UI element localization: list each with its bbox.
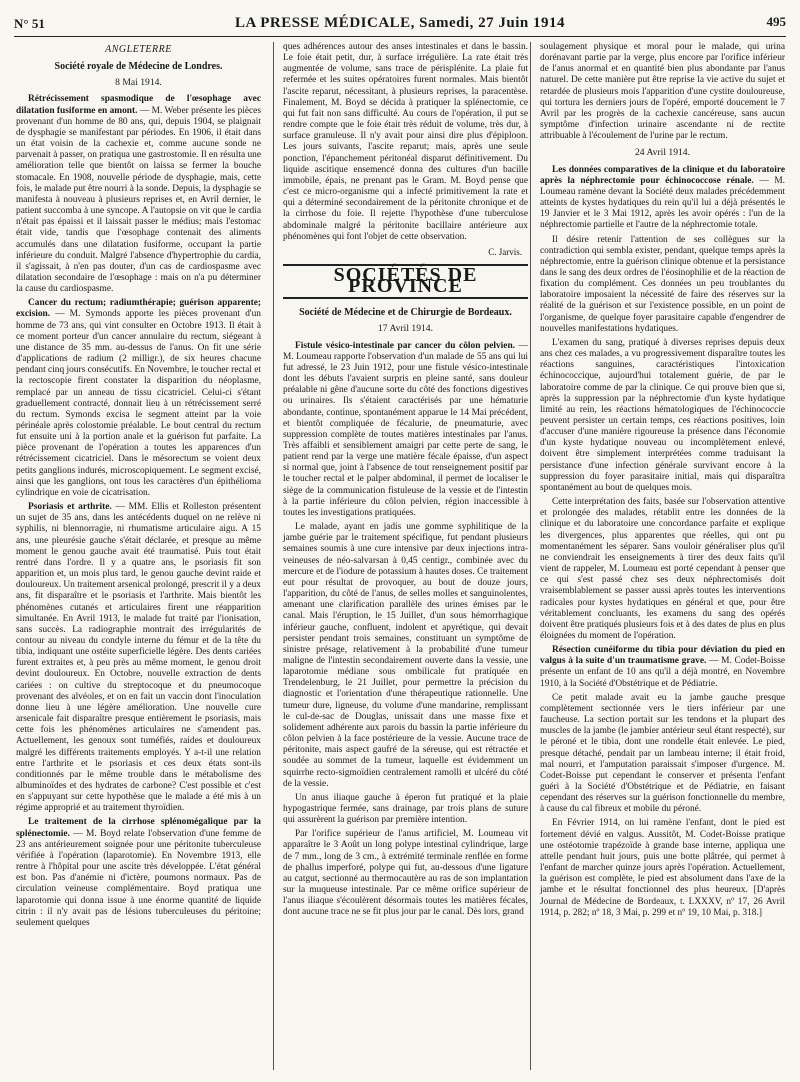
report-title: Cancer du rectum; radiumthérapie; guérison apparente; excision. — [16, 298, 261, 320]
report-body: — M. Loumeau ramène devant la Société deux malades précédemment atteints de kystes hydatiques du rein qu'il lui a déjà présentés le 19 Janvier et le 3 Mai 1912, après les avoir opérés : l'un de la néphrectomie partielle et l'autre de la néphrectomie totale. — [540, 175, 785, 231]
report-paragraph — [16, 298, 261, 499]
meeting-date: 17 Avril 1914. — [378, 323, 433, 335]
report-title: Fistule vésico-intestinale par cancer du côlon pelvien. — [295, 340, 516, 351]
column-divider — [273, 42, 274, 1070]
report-paragraph — [540, 165, 785, 232]
report-body: — M. Codet-Boisse présente un enfant de 10 ans qu'il a déjà montré, en Novembre 1910, à la Société d'Obstétrique et de Pédiatrie. — [540, 656, 786, 689]
meeting-date: 24 Avril 1914. — [635, 147, 690, 159]
body-paragraph: Cette interprétation des faits, basée sur l'observation attentive et prolongée des malades, rétablit entre les données de la clinique et du laboratoire une concordance parfaite et explique les divergences, plus apparentes que réelles, qui ont pu momentanément les séparer. Sans vouloir généraliser plus qu'il ne conviendrait les enseignements à tirer des deux faits qu'il vient de rappeler, M. Loumeau est porté cependant à penser que ce qui s'est passé chez ses deux néphrectomisés doit vraisemblablement se passer aussi après toutes les interventions radicales pour kystes hydatiques en général et que, pour être véritablement concluants, les examens du sang des opérés doivent être pratiqués plusieurs fois et à des dates de plus en plus éloignées du moment de l'opération. — [540, 497, 785, 641]
body-paragraph: Le malade, ayant en jadis une gomme syphilitique de la jambe guérie par le traitement spécifique, fut pendant plusieurs semaines soumis à une cure intensive par deux injections intra-veineuses de néo-salvarsan à 0,45 centigr., combinée avec du mercure et de l'iodure de potassium à hautes doses. Ce traitement eut pour résultat de provoquer, au bout de douze jours, l'apparition, du côté de l'anus, de selles molles et sanguinolentes, amenant une clarification parallèle des urines émises par le canal. Mais l'éruption, le 15 Juillet, d'un sous hémorrhagique inférieur gauche, confluent, indolent et apyrétique, qui devait persister pendant trois semaines, constituant un symptôme de sinistre présage, relativement à la probabilité d'une tumeur maligne de l'intestin secondairement ouverte dans la vessie, une laparotomie médiane sous ombilicale fut pratiquée en Trendelenburg, le 21 Juillet, pour permettre la précision du diagnostic et l'orientation d'une thérapeutique rationnelle. Une tumeur dure, ligneuse, du volume d'une mandarine, remplissant le cul-de-sac de Douglas, unissait dans une masse fixe et solidement adhérente aux parois du bassin la partie inférieure du côlon pelvien à la face postérieure de la vessie. Aucune trace de péritonite, mais aspect gaufré de la séreuse, qui est rétractée et soudée au sommet de la tumeur, laquelle est évidemment un squirrhe recto-sigmoïdien centralement ramolli et ulcéré du côté de la vessie. — [283, 522, 528, 789]
column-3 — [540, 42, 785, 922]
journal-title: LA PRESSE MÉDICALE, Samedi, 27 Juin 1914 — [234, 15, 566, 31]
body-paragraph: L'examen du sang, pratiqué à diverses reprises depuis deux ans chez ces malades, a vu progressivement disparaître toutes les réactions sanguines, caractéristiques l'intoxication échinococcique, aujourd'hui totalement guérie, de par le laboratoire comme de par la clinique. Ce qui prouve bien que si, après la suppression par la néphrectomie d'un kyste hydatique limité au rein, les réactions hématologiques de l'échinococcie peuvent persister un certain temps, ces réactions positives, loin d'accuser d'une manière rigoureuse la présence dans l'économie d'un kyste hydatique nouveau ou incomplètement enlevé, doivent être simplement interprétées comme traduisant la persistance d'une infection générale survivant encore à la suppression du foyer parasitaire initial, mais qui disparaîtra spontanément au bout de quelques mois. — [540, 337, 785, 493]
column-1 — [16, 42, 261, 932]
header-rule — [14, 36, 786, 37]
report-paragraph — [540, 645, 785, 690]
page-number: 495 — [766, 14, 786, 29]
issue-number: N° 51 — [14, 16, 45, 31]
report-title: Les données comparatives de la clinique et du laboratoire après la néphrectomie pour échinococcose rénale. — [540, 164, 785, 186]
report-body: — MM. Ellis et Rolleston présentent un sujet de 35 ans, dans les antécédents duquel on ne relève ni syphilis, ni blennorragie, ni rhumatisme articulaire aigu. A 15 ans, une pleurésie gauche s'était déclarée, et presque au même moment le genou gauche avait été traumatisé. Puis tout était rentré dans l'ordre. Il y a quatre ans, le psoriasis fit son apparition et, un mois plus tard, le genou gauche devint raide et douloureux. Un traitement arsenical prolongé, prescrit il y a deux ans, fit disparaître et le psoriasis et l'arthrite. Mais bientôt les phénomènes cutanés et articulaires firent une réapparition simultanée. En Avril 1913, le malade fut traité par l'ionisation, sans succès. La radiographie montrait des irrégularités de contour au niveau du condyle interne du fémur et de la tête du tibia, indiquant une ostéite superficielle légère. Des dents cariées furent extraites et, à peu près au même moment, le genou droit devint douloureux. En Octobre, nouvelle extraction de dents cariées : on cultive du streptocoque et du pneumocoque provenant des alvéoles, et on en fait un vaccin dont l'inoculation donne lieu à une légère amélioration. Une nouvelle cure arsenicale fait disparaître presque entièrement le psoriasis, mais cette fois les phénomènes articulaires ne s'amendent pas. Actuellement, les genoux sont tuméfiés, raides et douloureux malgré les différents traitements employés. Y a-t-il une relation entre l'arthrite et le psoriasis et ces deux états sont-ils conditionnés par le même trouble dans le métabolisme des albuminoïdes et des hydrates de carbone? C'est possible et c'est en s'appuyant sur cette hypothèse que le malade a été mis à un régime approprié et au traitement thyroïdien. — [16, 502, 262, 814]
body-paragraph: Un anus iliaque gauche à éperon fut pratiqué et la plaie hypogastrique fermée, sans drainage, par trois plans de suture qui assurèrent la guérison par première intention. — [283, 792, 528, 826]
society-heading: Société royale de Médecine de Londres. — [54, 61, 223, 73]
report-title: Psoriasis et arthrite. — [28, 502, 112, 513]
report-paragraph — [16, 502, 261, 814]
section-country: ANGLETERRE — [105, 44, 172, 55]
report-paragraph — [16, 94, 261, 295]
report-paragraph — [16, 817, 261, 929]
report-title: Le traitement de la cirrhose splénomégalique par la splénectomie. — [16, 817, 261, 839]
society-heading: Société de Médecine et de Chirurgie de Bordeaux. — [299, 307, 512, 319]
report-paragraph — [283, 341, 528, 520]
report-body: — M. Symonds apporte les pièces provenant d'un homme de 73 ans, qui vint consulter en Octobre 1913. Il était à ce moment porteur d'un cancer annulaire du rectum, siégeant à une distance de 35 mm. au-dessus de l'anus. On fit une série d'applications de radium (2 milligr.), de six heures chacune pendant cinq jours consécutifs. En Novembre, le toucher rectal et la rectoscopie firent constater la disparition du néoplasme, remplacé par un anneau de tissu cicatriciel. Celui-ci s'étant graduellement contracté, donnait lieu à un rétrécissement serré du rectum. Symonds excisa le segment atteint par la voie périnéale après colostomie préalable. Le bout central du rectum fut ensuite uni à la portion anale et la guérison fut parfaite. La pièce provenant de l'opération a toutes les apparences d'un rétrécissement cicatriciel. Dans le mésorectum se voient deux petits ganglions indurés, microscopiquement. Le segment excisé, ainsi que les ganglions, ont tous les caractères d'un épithélioma cylindrique en voie de cicatrisation. — [16, 309, 261, 498]
column-divider — [530, 42, 531, 1070]
report-body: — M. Loumeau rapporte l'observation d'un malade de 55 ans qui lui fut adressé, le 23 Juin 1912, pour une fistule vésico-intestinale dont les débuts l'avaient surpris en pleine santé, sans douleur préalable ni gêne d'aucune sorte du côté des fonctions digestives ou urinaires. Ils s'étaient caractérisés par une hématurie abondante, continue, spontanément apparue le 14 Mai précédent, et bientôt compliquée de fécalurie, de pneumaturie, avec suppression complète de toutes matières intestinales par l'anus. Très affaibli et sensiblement amaigri par cette perte de sang, le patient rend par la verge une matière fécale épaisse, d'un aspect si normal que, joint à l'absence de tout renseignement positif par le toucher rectal et le palper abdominal, il permet de localiser le siège de la communication fistuleuse de la vessie et de l'intestin à la partie inférieure du côlon pelvien, région inaccessible à toutes les investigations pratiquées. — [283, 340, 529, 518]
page-header — [14, 12, 786, 38]
report-title: Rétrécissement spasmodique de l'œsophage avec dilatation fusiforme en amont. — [16, 94, 261, 116]
report-body: — M. Weber présente les pièces provenant d'un homme de 80 ans, qui, depuis 1904, se plaignait de dysphagie se manifestant par périodes. En 1906, il était dans un état voisin de la cachexie et, comme aucune sonde ne parvenait à passer, on pratiqua une gastrostomie. Il en résulta une amélioration telle que bientôt on laissa se fermer la bouche stomacale. En 1908, nouvelle période de dysphagie, mais, cette fois, le malade put être nourri à la sonde. Depuis, la dysphagie se manifesta à nouveau à plusieurs reprises et, en Avril dernier, le patient succomba à une syncope. A l'autopsie on vit que le cardia n'était pas épaissi et il laissait passer le médius; mais l'estomac était vide, tandis que l'œsophage contenait des aliments accumulés dans une dilatation fusiforme, occupant la partie inférieure du conduit. Malgré l'absence d'hypertrophie du cardia, il s'agissait, à n'en pas douter, d'un cas de cardiospasme avec dilatation secondaire de l'œsophage : mais on n'a pu déterminer la cause du cardiospasme. — [16, 105, 261, 295]
report-title: Résection cunéiforme du tibia pour déviation du pied en valgus à la suite d'un traumatisme grave. — [540, 645, 785, 667]
section-banner: SOCIÉTÉS DE PROVINCE — [283, 264, 528, 299]
body-paragraph: En Février 1914, on lui ramène l'enfant, dont le pied est fortement dévié en valgus. Aussitôt, M. Codet-Boisse pratique une ostéotomie trapézoïde à grande base interne, appliqua une attelle pendant huit jours, puis une botte plâtrée, qui permet à l'enfant de marcher quinze jours après l'opération. Actuellement, la guérison est complète, le pied est absolument dans l'axe de la jambe et le résultat fonctionnel des plus heureux. [D'après Journal de Médecine de Bordeaux, t. LXXXV, nº 17, 26 Avril 1914, p. 282; nº 18, 3 Mai, p. 299 et nº 19, 10 Mai, p. 318.] — [540, 818, 785, 918]
body-paragraph: ques adhérences autour des anses intestinales et dans le bassin. Le foie était petit, dur, à surface irrégulière. La rate était très augmentée de volume, sans trace de périsplénite. La plaie fut refermée et les suites opératoires furent normales. Mais bientôt l'ascite reparut, nécessitant, à plusieurs reprises, la paracentèse. Finalement, M. Boyd se décida à pratiquer la splénectomie, ce qui fut fait non sans difficulté. Au cours de l'opération, il put se rendre compte que le foie était très réduit de volume, très dur, à surface granuleuse. Il n'y avait pour ainsi dire plus d'épiploon. Les jours suivants, l'ascite reparut; mais, après une seule ponction, l'épanchement péritonéal disparut définitivement. Du liquide ascitique ensemencé donna des cultures d'un bacille immobile, épais, ne prenant pas le Gram. M. Boyd pense que c'est ce micro-organisme qui a infecté primitivement la rate et qui a déterminé secondairement de la péritonite chronique et de la cirrhose du foie. Il rejette l'hypothèse d'une tuberculose abdominale malgré la péritonite bacillaire antérieure aux phénomènes qui font l'objet de cette observation. — [283, 42, 528, 242]
author-signature: C. Jarvis. — [488, 246, 522, 257]
body-paragraph: Par l'orifice supérieur de l'anus artificiel, M. Loumeau vit apparaître le 3 Août un long polype intestinal cylindrique, large de 7 mm., long de 3 cm., à extrémité terminale renflée en forme de phallus imperforé, polype qui fut, au-dessous d'une ligature au catgut, sectionné au thermocautère au ras de son implantation sur la muqueuse intestinale. Par ce même orifice supérieur de l'anus iliaque s'écoulèrent désormais toutes les matières fécales, dont aucune trace ne se fit plus jour par le canal. Dès lors, grand — [283, 829, 528, 918]
report-body: — M. Boyd relate l'observation d'une femme de 23 ans antérieurement soignée pour une péritonite tuberculeuse vérifiée à l'opération (laparotomie). En Novembre 1913, elle rentre à l'hôpital pour une ascite très développée. L'état général est bon. Pas d'anémie ni d'ictère, poumons normaux. Pas de circulation veineuse complémentaire. Boyd pratiqua une laparotomie qui donna issue à une énorme quantité de liquide citrin : il n'y avait pas de lésions tuberculeuses du péritoine; seulement quelques — [16, 828, 261, 928]
body-paragraph: Ce petit malade avait eu la jambe gauche presque complètement sectionnée vers le tiers inférieur par une faucheuse. La section portait sur les tendons et la plupart des muscles de la jambe (le jambier antérieur seul étant respecté), sur le péroné et le tibia, dont une rondelle était enlevée. Le pied, presque détaché, pendait par un lambeau interne; il était froid, mal nourri, et l'amputation paraissait s'imposer d'urgence. M. Codet-Boisse put cependant le conserver et présenta l'enfant guéri à la Société d'Obstétrique et de Pédiatrie, en faisant cependant des réserves sur la guérison fonctionnelle du membre, à cause du cal fibreux et mobile du péroné. — [540, 692, 785, 815]
body-paragraph: Il désire retenir l'attention de ses collègues sur la contradiction qui sembla exister, pendant, quelque temps après la néphrectomie, entre la guérison clinique obtenue et la persistance dans le sang des deux ordres de l'éosinophilie et de la réaction de fixation du complément. Ces données un peu troublantes du laboratoire imposaient la nécessité de faire des réserves sur la réalité de la guérison et sur l'existence possible, en un point de l'organisme, de quelque foyer parasitaire capable d'engendrer de nouvelles manifestations hydatiques. — [540, 234, 785, 334]
column-2 — [283, 42, 528, 922]
body-paragraph: soulagement physique et moral pour le malade, qui urina dorénavant partie par la verge, plus encore par l'orifice inférieur de l'anus anormal et en quantité bien plus abondante par l'anus naturel. De cette manière put être reprise la vie active du sujet et retardée de plusieurs mois l'apparition d'une cystite douloureuse, qui tortura les derniers jours de l'opéré, emporté doucement le 7 Avril par les progrès de la cachexie cancéreuse, sans aucun symptôme d'infection urinaire ascendante ni de rectite attribuable à l'écoulement de l'urine par le rectum. — [540, 42, 785, 142]
meeting-date: 8 Mai 1914. — [115, 77, 162, 89]
